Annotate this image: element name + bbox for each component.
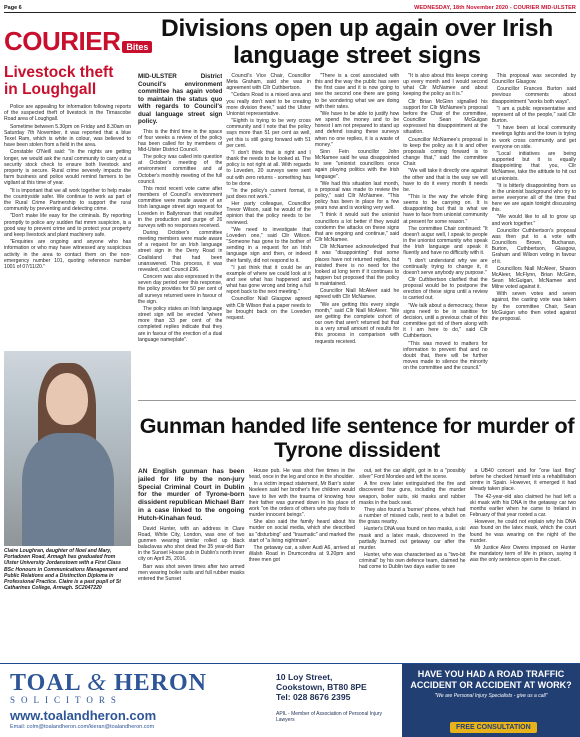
firm-address-line: 10 Loy Street,: [276, 672, 333, 682]
article-paragraph: This most recent vote came after members of Council's environment committee were made aware of an Irish language street sign request for Loveden in Ballyronan that resulted in the production and purge of 20 surveys with no responses received.: [138, 185, 223, 229]
brief-paragraph: Constable O'Neill said: "In the nights are getting longer, we would ask the rural community to carry out a security stock check to ensure both livestock and property is secure. Rural crime severely impacts the farm business and police would remind farmers to be vigilant at this time of year.: [4, 149, 131, 187]
brief-paragraph: "It is important that we all work together to help make the countryside safer. We continue to work as part of the Rural Crime Partnership to support the rural community by preventing and detecting crime.: [4, 187, 131, 213]
graduate-photo: [4, 351, 131, 546]
article2-column-1: [138, 468, 245, 656]
article-paragraph: The committee Chair continued: "It doesn't augur well, I speak to people in the unionist community who speak the Irish language and speak it fluently and have no difficulty with it.: [403, 225, 488, 257]
article-paragraph: During October's committee meeting members were made aware of a request for an Irish language street sign in the Derry Road in Coalisland that had been unanswered. This process, it was revealed, cost Council £96.: [138, 230, 223, 273]
apil-membership: APIL - Member of Association of Personal Injury Lawyers: [276, 711, 382, 723]
article-paragraph: However, he could not explain why his DNA was found on the latex mask, which the court found he was wearing on the night of the murder.: [469, 519, 576, 544]
brief-headline: Livestock theft in Loughgall: [4, 64, 114, 98]
article1-headline: Divisions open up again over Irish language street signs: [160, 15, 554, 69]
article2-body: [138, 468, 576, 656]
brief-paragraph: Sometime between 5.30pm on Friday and 8.30am on Saturday 7th November, it was reported that a blue Texel Ram, which is white in colour, was believed to have been stolen from a field in the area.: [4, 123, 131, 149]
article-paragraph: David Hunter, with an address in Clare Road, White City, London, was one of two gunmen wearing similar rolled up black balaclavas who shot dead the 35 year-old Barr in the Sunset House pub in Dublin's north inner city on April 25, 2016.: [138, 525, 245, 563]
article-paragraph: In a victim impact statement, Mr Barr's sister Noeleen said her brother's five children would have to live with the trauma of knowing how their father was gunned down in his place of work "on the orders of others who pay fools to murder innocent beings".: [248, 481, 355, 519]
article2-column-3: [359, 468, 466, 656]
article-paragraph: Council's Vice Chair, Councillor Meta Graham, said she was in agreement with Cllr Cuthbertson.: [226, 73, 311, 92]
article-paragraph: The policy was called into question at October's meeting of the environment committee and at October's monthly meeting of the full council.: [138, 154, 223, 185]
article-paragraph: Cllr Cuthbertson clarified that the proposal would be to postpone the erection of these signs until a review is carried out.: [403, 277, 488, 302]
page-header-bar: [4, 3, 576, 13]
brief-body: [4, 104, 131, 270]
article2-column-2: [249, 468, 356, 656]
page-number: Page 6: [4, 4, 22, 11]
brand-tag: Bites: [122, 41, 152, 53]
article-paragraph: a UB40 concert and for "one last fling" before he checked himself into a rehabilitation centre in Spain. However, it emerged it had already taken place.: [469, 468, 576, 493]
article-paragraph: "Local initiatives are being supported but it is equally disappointing that you, Cllr McNamee, take the attitude to hit out at unionists.: [491, 150, 577, 182]
firm-name-second: HERON: [113, 670, 207, 696]
article-paragraph: "We talk about a democracy, these signs need to be in sanitise for decision, until a previous chair of this committee got rid of them along with it I am here to do," said Cllr Cuthbertson.: [403, 302, 488, 340]
article-paragraph: "We need to investigate that Loveden one," said Cllr Wilson. "Someone has gone to the bother of sending in a request for an Irish language sign and then, or indeed their family, did not respond to it.: [226, 226, 311, 264]
courier-bites-logo: [4, 16, 149, 56]
advert-brand-panel: [0, 664, 272, 737]
firm-phone: Tel: 028 8676 2395: [276, 692, 351, 702]
article-paragraph: Councillor Niall McAleer said he agreed with Cllr McNamee.: [314, 288, 400, 301]
article2-lede: AN English gunman has been jailed for life by the non-jury Special Criminal Court in Dublin for the murder of Tyrone-born dissident republican Michael Barr in a case linked to the ongoing Hutch-Kinahan feud.: [138, 468, 245, 522]
free-consultation-badge: FREE CONSULTATION: [450, 722, 537, 733]
pi-tagline: "We are Personal Injury Specialists - give us a call": [434, 693, 548, 699]
article-paragraph: With seven votes and seven against, the casting vote was taken by the committee Chair, Sean McGuigan who then voted against the proposal.: [491, 291, 577, 322]
firm-name-first: TOAL: [10, 670, 81, 696]
article-paragraph: "I don't think that is right and I thank the needs to be looked at. The policy is not right at all. With regards to Loveden, 20 surveys were sent out with zero returns - something has to be done.: [226, 149, 311, 187]
article-paragraph: "We are getting this every single month," said Cllr Niall McAleer. "We are getting the complete cohort of our own that aren't returned but that is a very small amount of results for this process in comparison with requests received.: [314, 301, 400, 345]
article-paragraph: Councillor Frances Burton said previous comments about disappointment "works both ways".: [491, 86, 577, 105]
accident-question: HAVE YOU HAD A ROAD TRAFFIC ACCIDENT OR ACCIDENT AT WORK?: [410, 669, 572, 690]
article-paragraph: "I think it would suit the unionist councillors a lot better if they would condemn the attacks on these signs that are ongoing and continue," said Cllr McNamee.: [314, 212, 400, 244]
article-paragraph: "This is the way the whole thing seems to be carrying on. It is disappointing but that is what we have to face from unionist community at present for some reason.": [403, 193, 488, 225]
article-paragraph: House pub. He was shot five times in the head, once in the leg and once in the shoulder.: [248, 468, 355, 481]
article-paragraph: "In the policy's current format, it just does not work.": [226, 187, 311, 200]
section-divider: [138, 400, 576, 401]
article-paragraph: Cllr Brian McGinn signalled his support for Cllr McNamee's proposal before the Chair of the committee, Councillor Sean McGuigan expressed his disappointment at the situation.: [403, 98, 488, 136]
article-paragraph: Concern was also expressed in the seven day period over this response, the policy provides for 50 per cent of all surveys returned were in favour of the sign.: [138, 274, 223, 305]
photo-gown: [22, 433, 114, 546]
article2-headline: Gunman handed life sentence for murder of Tyrone dissident: [139, 414, 575, 462]
article-paragraph: "We have to be able to justify how we spend the money and to be honest I am not prepared to stand up and defend issuing these surveys when no one replies, it is a waste of money.": [314, 110, 400, 148]
article1-column-4: [403, 73, 487, 400]
article-paragraph: Councillors Niall McAleer, Sharon McAleer, McFlynn, Brian McGinn, Sean McGuigan, McNamee and Milne voted against it.: [491, 265, 577, 291]
article-paragraph: "There is a cost associated with this and the way the public has seen the first case and it is now going to see the second one there are going to be wondering what we are doing with their rates.: [314, 73, 400, 110]
article-paragraph: Sinn Fein councillor John McNamee said he was disappointed to see "unionist councillors once again playing politics with the Irish language".: [314, 148, 400, 180]
article-paragraph: This is the third time in the space of four weeks a review of the policy has been called for by members of Mid-Ulster District Council.: [138, 128, 223, 153]
article-paragraph: Councillor McNamee's proposal is to keep the policy as it is and other proposals coming forward is to change that," said the committee Chair.: [403, 136, 488, 168]
firm-address-line: Cookstown, BT80 8PE: [276, 682, 367, 692]
article-paragraph: "We will take it directly one against the other and that is the way we will have to do it every month it needs be.: [403, 168, 488, 193]
article-paragraph: This proposal was seconded by Councillor Glasgow.: [491, 73, 577, 86]
article-paragraph: A fire crew later extinguished the fire and discovered four guns, including the murder weapon, boiler suits, ski masks and rubber masks in the back seat.: [359, 481, 466, 506]
firm-ampersand: &: [87, 670, 107, 696]
article-paragraph: "We would like to all to grow up and work together.": [491, 214, 577, 227]
article-paragraph: Hunter, who was characterised as a "two-bit criminal" by his own defence team, claimed he had come to Dublin two days earlier to see: [359, 552, 466, 571]
article-paragraph: "It is bitterly disappointing from us in the unionist background who try to serve everyone all of the time that here we are again tonight discussing this.: [491, 182, 577, 214]
article-paragraph: Hunter's DNA was found on two masks, a ski mask and a latex mask, discovered in the partially burned out getaway car after the murder.: [359, 526, 466, 551]
article1-column-2: [226, 73, 310, 400]
brief-paragraph: "Don't make life easy for the criminals. By reporting promptly to police any sudden flat mmm suspicion, is a good way to prevent crime and to protect your property and keep livestock and plant machinery safe.: [4, 213, 131, 239]
article1-column-3: [315, 73, 399, 400]
article2-column-4: [470, 468, 577, 656]
solicitor-advert: [0, 663, 580, 737]
article-paragraph: "We had this situation last month, a proposal was made to review the policy," said Cllr McNamee. "This policy has been in place for a few years now and is working very well.: [314, 180, 400, 212]
article1-lede: MID-ULSTER District Council's environment committee has again voted to maintain the status quo with regards to Council's dual language street sign policy.: [138, 73, 223, 125]
brand-name: COURIER: [4, 26, 121, 56]
article-paragraph: Barr was shot seven times after two armed men wearing boiler suits and full rubber masks entered the Sunset: [138, 563, 245, 582]
article-paragraph: out, set the car alight, got in to a "possibly silver" Ford Mondeo and left the scene.: [359, 468, 466, 481]
article-paragraph: "I don't understand why we are continually trying to change it, it doesn't serve anybody any purpose.": [403, 257, 488, 276]
article1-column-5: [492, 73, 576, 400]
advert-contact-panel: [272, 664, 402, 737]
article-paragraph: "I just think that it could be an example of where we could look at it and see what has happened and what has gone wrong and bring a full report back to the next meeting.": [226, 264, 311, 296]
firm-logo: [10, 670, 262, 696]
photo-caption: Claire Loughran, daughter of Noel and Mary, Portadown Road, Armagh has graduated from Ulster University Jordanstown with a First Class BSc Honours in Communications Management and Public Relations and a Distinction Diploma in Professional Practice. Claire is a past pupil of St Catharines College, Armagh. SC2047220: [4, 548, 128, 592]
left-column: [4, 16, 149, 659]
article-paragraph: "I am a public representative and represent all of the people," said Cllr Burton.: [491, 105, 577, 125]
article-paragraph: The policy states an Irish language street sign will be erected "where more than 33 per cent of the completed replies indicate that they are in favour of the erection of a dual language nameplate".: [138, 305, 223, 343]
article-paragraph: She also said the family heard about his murder on social media, which she described as "disturbing" and "traumatic" and marked the start of "a living nightmare".: [248, 519, 355, 544]
article-paragraph: Mr Justice Alex Owens imposed on Hunter the mandatory term of life in prison, saying it was the only sentence open to the court.: [469, 544, 576, 564]
article-paragraph: Councillor Niall Glasgow agreed with Cllr Wilson that a paper needs to be brought back on the Loveden request.: [226, 296, 311, 321]
article-paragraph: Her party colleague, Councillor Trevor Wilson, said he would of the opinion that the policy needs to be reviewed.: [226, 201, 311, 226]
article-paragraph: "I have been at local community meetings lights and the town is trying to work cross community and get everyone on side.: [491, 125, 577, 150]
article-paragraph: Councillor Cuthbertson's proposal was then put to a vote with Councillors Brown, Buchanan, Burton, Cuthbertson, Glasgow, Graham and Wilson voting in favour of it.: [491, 227, 577, 265]
firm-type: SOLICITORS: [10, 695, 122, 705]
article1-body: [138, 73, 576, 400]
article-paragraph: They also found a 'burner' phone, which had a number of missed calls, next to a bullet on the grass nearby.: [359, 506, 466, 526]
firm-website[interactable]: www.toalandheron.com: [10, 708, 157, 723]
masthead-date: WEDNESDAY, 18th November 2020 - COURIER MID-ULSTER: [414, 4, 576, 11]
brief-paragraph: "Enquiries are ongoing and anyone who has information or who may have witnessed any suspicious activity in the area to contact them on the non-emergency number 101, quoting reference number 1001 of 07/11/20.": [4, 239, 131, 271]
firm-emails: Email: colm@toalandheron.com/kieran@toalandheron.com: [10, 724, 155, 730]
advert-accident-panel: [402, 664, 580, 737]
article-paragraph: "This was moved to matters for information to prevent that and no doubt that, there will be further moves made to silence the minority on the committee and the council.": [403, 340, 488, 372]
article-paragraph: The 42-year-old also claimed he had left a ski mask with his DNA in the getaway car two months earlier when he came to Ireland in February of that year rooted a car.: [469, 493, 576, 519]
article-paragraph: Cllr McNamee acknowledged that it was "disappointing" that some places have not returned replies, but insisted there is no need for the looked at long term if it continues to happen but proposed that the policy is maintained.: [314, 244, 400, 288]
photo-face: [46, 373, 88, 425]
article1-column-1: [138, 73, 222, 400]
brief-paragraph: Police are appealing for information following reports of the suspected theft of livestock in the Tirnascobe Road area of Loughgall.: [4, 104, 131, 123]
article-paragraph: "It is also about this keeps coming up every month and I would second what Cllr McNamee and about keeping the policy as it is.": [403, 73, 488, 98]
article-paragraph: "Cedars Road is a mixed area and you really don't want to be creating more division there," said the Ulster Unionist representative.: [226, 92, 311, 117]
article-paragraph: The getaway car, a silver Audi A6, arrived at Walsh Road in Drumcondra at 9.20pm and three men got: [248, 544, 355, 564]
article-paragraph: "Eighth is trying to be very cross community and I note that the policy says more than 51 per cent as well, yet this is still going forward with 51 per cent.: [226, 118, 311, 149]
